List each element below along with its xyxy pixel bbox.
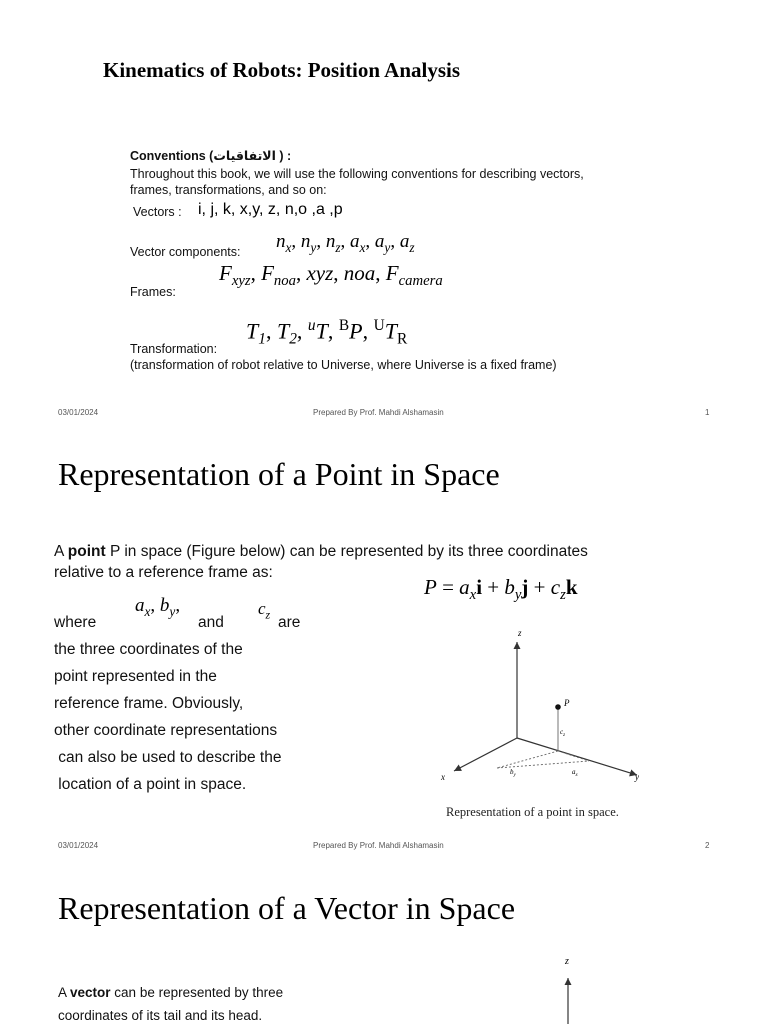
cz-math: $c_z$ <box>258 599 271 622</box>
vector-paragraph-line-2: coordinates of its tail and its head. <box>58 1008 263 1023</box>
vectors-label: Vectors : <box>133 205 182 219</box>
slide1-footer-page: 1 <box>705 408 710 417</box>
point-description-line: the three coordinates of the <box>54 641 243 658</box>
vector-figure <box>555 950 585 1024</box>
vector-components-label: Vector components: <box>130 245 241 259</box>
transformation-note: (transformation of robot relative to Universe, where Universe is a fixed frame) <box>130 358 557 372</box>
where-text: where <box>54 614 97 631</box>
point-description-line: point represented in the <box>54 668 217 685</box>
slide1-footer-date: 03/01/2024 <box>58 408 99 417</box>
conventions-arabic: الاتفاقيات <box>213 149 276 163</box>
z-axis-label: z <box>565 956 569 967</box>
frames-math: $F_{xyz}$, $F_{noa}$, xyz, noa, $F_{camera}$ <box>219 261 443 290</box>
ax-dotted <box>558 751 589 761</box>
ax-by-math: $a_x$, $b_y$, <box>135 595 181 619</box>
slide3-title: Representation of a Vector in Space <box>58 890 516 926</box>
conventions-suffix: ) : <box>275 149 292 163</box>
slide1-title: Kinematics of Robots: Position Analysis <box>103 58 461 82</box>
z-axis-label: z <box>518 628 522 638</box>
cz-label: $c_z$ <box>560 728 566 738</box>
slide2-footer-page: 2 <box>705 841 710 850</box>
conventions-heading <box>130 148 291 163</box>
transformation-label: Transformation: <box>130 342 218 356</box>
point-paragraph-line-2: relative to a reference frame as: <box>54 564 273 581</box>
point-paragraph-line-1: A point P in space (Figure below) can be represented by its three coordinates <box>54 543 588 560</box>
slide2-footer-author: Prepared By Prof. Mahdi Alshamasin <box>313 841 444 850</box>
slide1-footer-author: Prepared By Prof. Mahdi Alshamasin <box>313 408 444 417</box>
are-text: are <box>278 614 301 631</box>
point-p <box>555 704 561 710</box>
frames-label: Frames: <box>130 285 176 299</box>
slide2-footer-date: 03/01/2024 <box>58 841 99 850</box>
figure-caption: Representation of a point in space. <box>446 805 619 819</box>
x-dotted <box>497 751 558 768</box>
point-equation: $P = a_xi + b_yj + c_zk$ <box>424 575 578 604</box>
x-axis <box>454 738 517 771</box>
point-description-line: can also be used to describe the <box>54 749 282 766</box>
point-in-space-figure <box>432 622 662 802</box>
and-text: and <box>198 614 224 631</box>
vector-paragraph-line-1: A vector can be represented by three <box>58 985 284 1000</box>
y-axis <box>517 738 637 775</box>
y-axis-label: y <box>635 772 639 782</box>
intro-line-1: Throughout this book, we will use the following conventions for describing vectors, <box>130 167 584 181</box>
x-axis-label: x <box>441 772 445 782</box>
point-description-line: location of a point in space. <box>54 776 247 793</box>
intro-line-2: frames, transformations, and so on: <box>130 183 327 197</box>
vector-components-math: $n_x$, $n_y$, $n_z$, $a_x$, $a_y$, $a_z$ <box>276 231 415 255</box>
p-label: P <box>564 698 570 708</box>
ax-label: $a_x$ <box>572 768 578 778</box>
transformation-math: $T_1$, $T_2$, $^u$T, $^B$P, $^UT_R$ <box>246 317 408 348</box>
by-label: $b_y$ <box>510 768 516 778</box>
conventions-label: Conventions ( <box>130 149 214 163</box>
slide2-title: Representation of a Point in Space <box>58 456 500 492</box>
point-description-line: other coordinate representations <box>54 722 278 739</box>
point-description-line: reference frame. Obviously, <box>54 695 244 712</box>
vectors-value: i, j, k, x,y, z, n,o ,a ,p <box>198 201 343 218</box>
